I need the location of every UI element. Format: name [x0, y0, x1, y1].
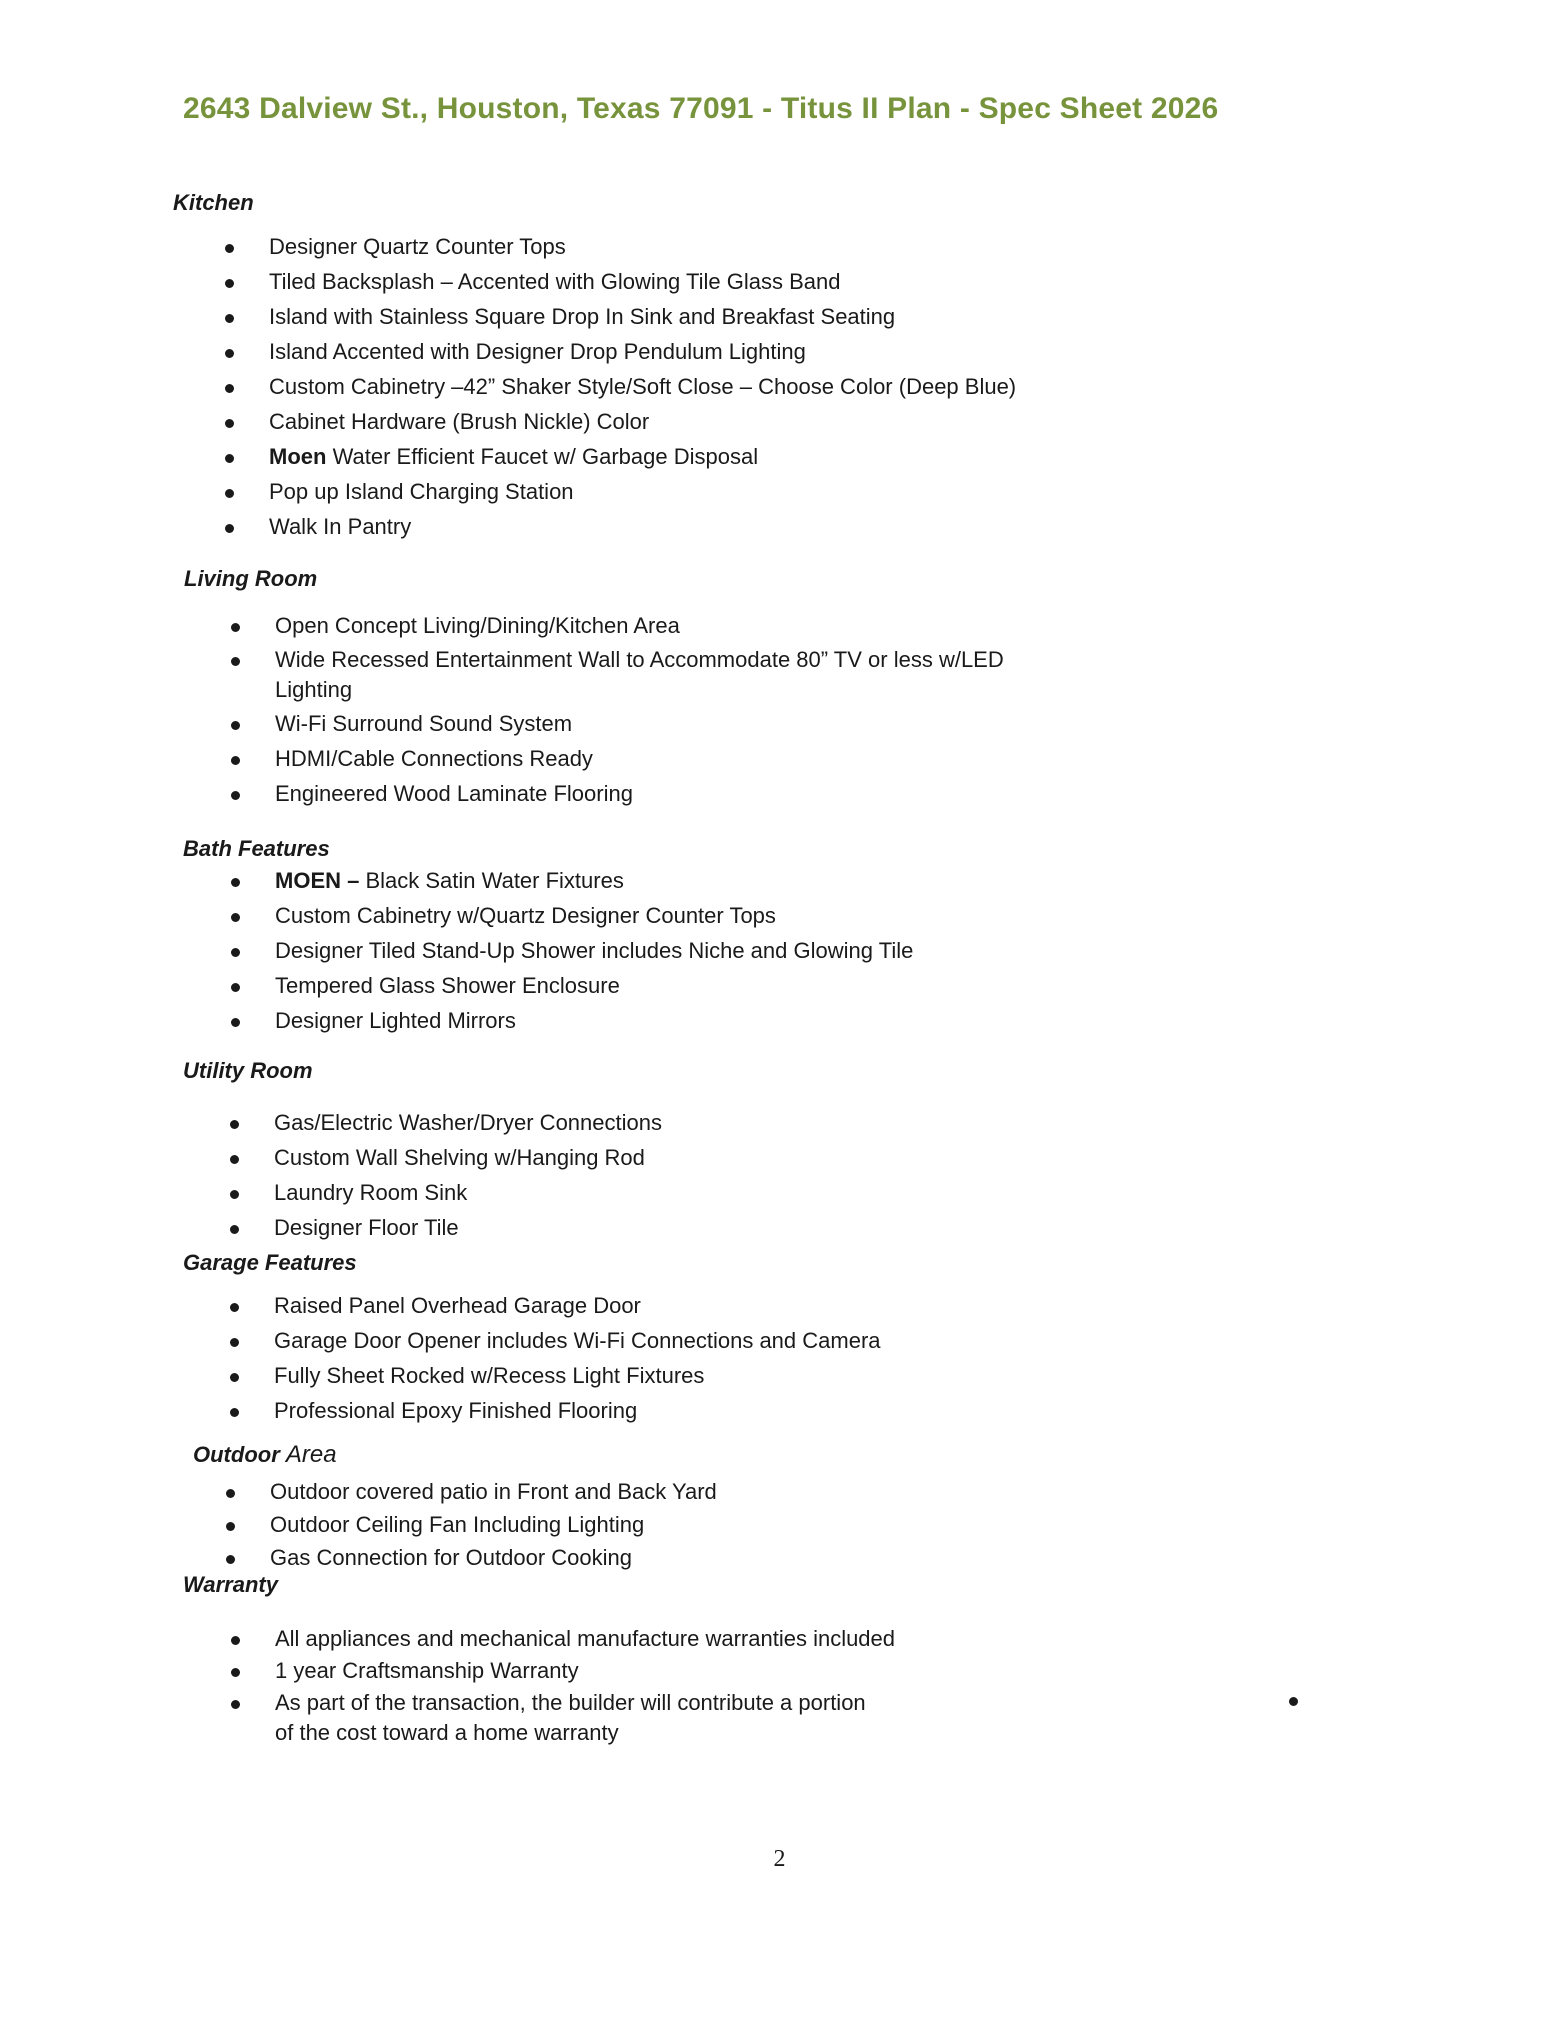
garage-features-list: [274, 1291, 881, 1426]
bullet-icon: [230, 1190, 239, 1199]
bullet-icon: [231, 983, 240, 992]
bullet-icon: [226, 1555, 235, 1564]
list-item: HDMI/Cable Connections Ready: [275, 744, 1004, 774]
bullet-icon: [230, 1225, 239, 1234]
section-heading-garage-features: Garage Features: [183, 1250, 357, 1275]
list-item: Wi-Fi Surround Sound System: [275, 709, 1004, 739]
list-item: Tempered Glass Shower Enclosure: [275, 971, 913, 1001]
list-item: Walk In Pantry: [269, 512, 1016, 542]
list-item: Moen Water Efficient Faucet w/ Garbage Disposal: [269, 442, 1016, 472]
bullet-icon: [225, 524, 234, 533]
list-item: Outdoor Ceiling Fan Including Lighting: [270, 1510, 717, 1540]
list-item: MOEN – Black Satin Water Fixtures: [275, 866, 913, 896]
bullet-icon: [230, 1338, 239, 1347]
list-item: Cabinet Hardware (Brush Nickle) Color: [269, 407, 1016, 437]
list-item: Island with Stainless Square Drop In Sink and Breakfast Seating: [269, 302, 1016, 332]
list-item: Designer Tiled Stand-Up Shower includes Niche and Glowing Tile: [275, 936, 913, 966]
bullet-icon: [225, 419, 234, 428]
bullet-icon: [226, 1489, 235, 1498]
bullet-icon: [226, 1522, 235, 1531]
list-item: Custom Wall Shelving w/Hanging Rod: [274, 1143, 662, 1173]
bullet-icon: [231, 1668, 240, 1677]
section-heading-bath-features: Bath Features: [183, 836, 330, 861]
list-item: Fully Sheet Rocked w/Recess Light Fixtures: [274, 1361, 881, 1391]
list-item: Gas Connection for Outdoor Cooking: [270, 1543, 717, 1573]
list-item: Custom Cabinetry –42” Shaker Style/Soft Close – Choose Color (Deep Blue): [269, 372, 1016, 402]
bullet-icon: [231, 1700, 240, 1709]
list-item: Outdoor covered patio in Front and Back Yard: [270, 1477, 717, 1507]
list-item: Raised Panel Overhead Garage Door: [274, 1291, 881, 1321]
warranty-list: [275, 1624, 895, 1748]
bullet-icon: [230, 1408, 239, 1417]
list-item: Gas/Electric Washer/Dryer Connections: [274, 1108, 662, 1138]
section-heading-living-room: Living Room: [184, 566, 318, 591]
list-item: Island Accented with Designer Drop Pendulum Lighting: [269, 337, 1016, 367]
section-heading-utility-room: Utility Room: [183, 1058, 313, 1083]
list-item: Tiled Backsplash – Accented with Glowing Tile Glass Band: [269, 267, 1016, 297]
list-item: All appliances and mechanical manufacture warranties included: [275, 1624, 895, 1654]
bullet-icon: [225, 349, 234, 358]
list-item: Garage Door Opener includes Wi-Fi Connections and Camera: [274, 1326, 881, 1356]
stray-bullet-icon: [1289, 1697, 1298, 1706]
bullet-icon: [231, 1636, 240, 1645]
utility-room-list: [274, 1108, 662, 1243]
section-heading-kitchen: Kitchen: [173, 190, 254, 215]
bullet-icon: [231, 1018, 240, 1027]
bullet-icon: [231, 913, 240, 922]
list-item: Designer Quartz Counter Tops: [269, 232, 1016, 262]
list-item: Pop up Island Charging Station: [269, 477, 1016, 507]
list-item: Wide Recessed Entertainment Wall to Accommodate 80” TV or less w/LED Lighting: [275, 645, 1004, 705]
list-item: 1 year Craftsmanship Warranty: [275, 1656, 895, 1686]
bullet-icon: [231, 756, 240, 765]
list-item: Engineered Wood Laminate Flooring: [275, 779, 1004, 809]
bullet-icon: [231, 657, 240, 666]
list-item: Laundry Room Sink: [274, 1178, 662, 1208]
bullet-icon: [231, 878, 240, 887]
list-item: Designer Lighted Mirrors: [275, 1006, 913, 1036]
bullet-icon: [231, 948, 240, 957]
bullet-icon: [225, 244, 234, 253]
list-item: Custom Cabinetry w/Quartz Designer Counter Tops: [275, 901, 913, 931]
bullet-icon: [225, 489, 234, 498]
bullet-icon: [225, 314, 234, 323]
bullet-icon: [231, 721, 240, 730]
section-heading-warranty: Warranty: [183, 1572, 278, 1597]
list-item: Designer Floor Tile: [274, 1213, 662, 1243]
section-heading-outdoor-area: Outdoor Area: [193, 1441, 337, 1468]
list-item: Open Concept Living/Dining/Kitchen Area: [275, 611, 1004, 641]
living-room-list: [275, 611, 1004, 809]
bullet-icon: [225, 384, 234, 393]
bath-features-list: [275, 866, 913, 1036]
list-item: Professional Epoxy Finished Flooring: [274, 1396, 881, 1426]
kitchen-list: [269, 232, 1016, 542]
bullet-icon: [230, 1373, 239, 1382]
outdoor-area-list: [270, 1477, 717, 1573]
document-title: 2643 Dalview St., Houston, Texas 77091 - Titus II Plan - Spec Sheet 2026: [183, 92, 1219, 125]
bullet-icon: [230, 1303, 239, 1312]
bullet-icon: [230, 1120, 239, 1129]
page-number: 2: [773, 1846, 786, 1872]
list-item: As part of the transaction, the builder will contribute a portion of the cost toward a home warranty: [275, 1688, 895, 1748]
bullet-icon: [231, 791, 240, 800]
bullet-icon: [225, 454, 234, 463]
bullet-icon: [231, 623, 240, 632]
bullet-icon: [225, 279, 234, 288]
bullet-icon: [230, 1155, 239, 1164]
